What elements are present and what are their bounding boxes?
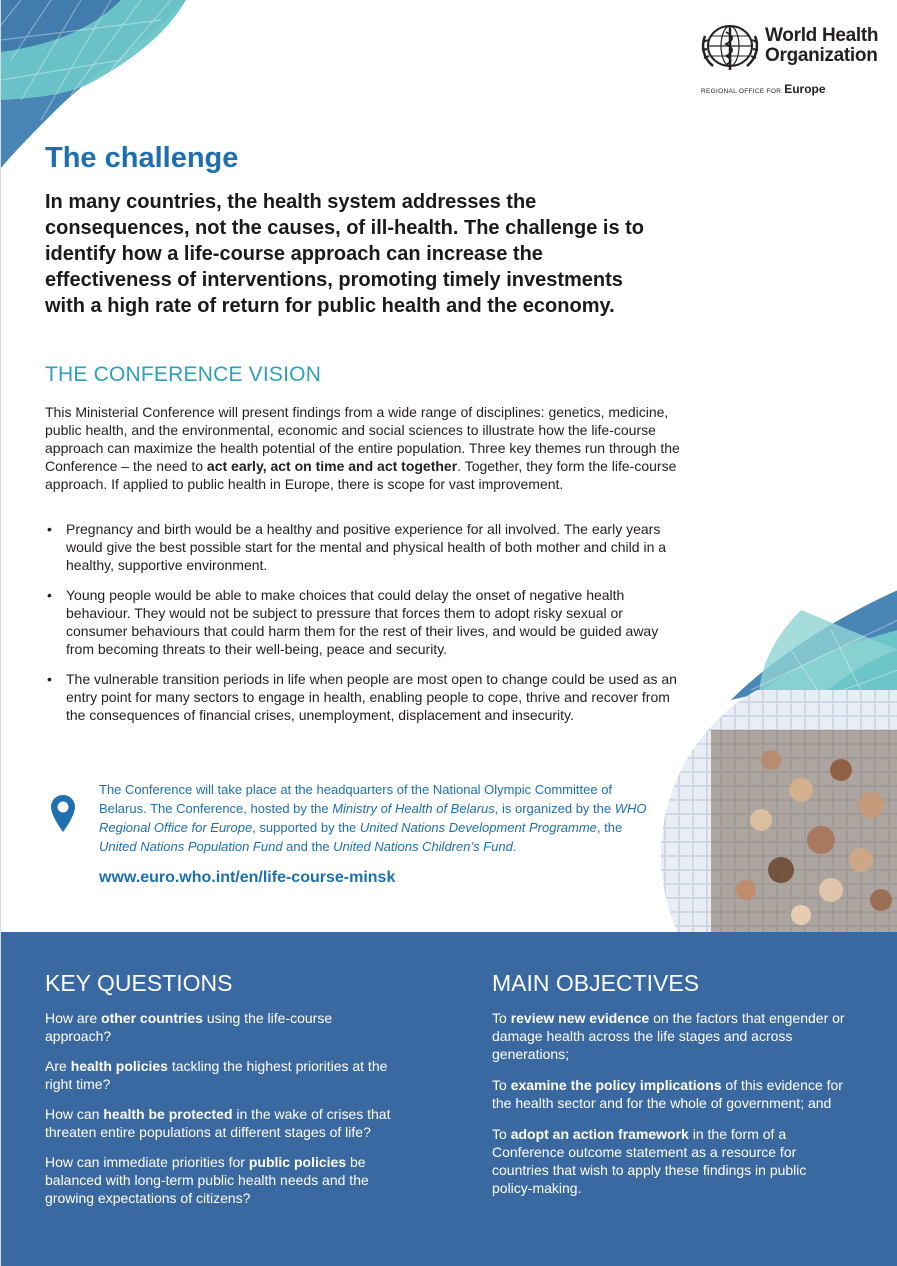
logo-regional-big: Europe <box>784 82 826 96</box>
vision-intro-bold: act early, act on time and act together <box>206 458 458 474</box>
location-text-part: , is organized by the <box>494 801 615 816</box>
bullet-marker: • <box>47 587 52 603</box>
key-question-item <box>45 1105 395 1141</box>
item-text: tackling the highest priorities at the right time? <box>45 1058 388 1092</box>
location-text-part: , the <box>596 820 623 835</box>
item-text: in the wake of crises that threaten entire populations at different stages of life? <box>45 1106 391 1140</box>
bullet-marker: • <box>47 521 52 537</box>
item-bold: adopt an action framework <box>510 1126 689 1142</box>
location-pin-icon <box>50 794 76 834</box>
objective-item <box>492 1009 847 1063</box>
challenge-title: The challenge <box>45 142 239 174</box>
challenge-text: In many countries, the health system addresses the consequences, not the causes, of ill-health. The challenge is to identify how a life-course approach can increase the effectiveness of interventions, promoting timely investments with a high rate of return for public health and the economy. <box>45 191 645 317</box>
logo-org-name <box>765 26 878 66</box>
item-text: in the form of a Conference outcome statement as a resource for countries that wish to apply these findings in public policy-making. <box>492 1126 807 1196</box>
location-text-italic: Ministry of Health of Belarus <box>332 801 495 816</box>
item-text: To <box>492 1126 511 1142</box>
logo-name-line2: Organization <box>765 45 878 66</box>
vision-bullet-text: The vulnerable transition periods in life when people are most open to change could be used as an entry point for many sectors to engage in health, enabling people to cope, thrive and recover from the consequences of financial crises, unemployment, displacement and insecurity. <box>66 671 677 723</box>
conference-url-link[interactable]: www.euro.who.int/en/life-course-minsk <box>99 869 396 886</box>
key-questions-list <box>45 1009 395 1219</box>
item-text: How are <box>45 1010 102 1026</box>
location-text-italic: United Nations Development Programme <box>359 820 597 835</box>
location-text-italic: WHO Regional Office for Europe <box>99 801 647 835</box>
item-bold: public policies <box>248 1154 347 1170</box>
key-questions-title: KEY QUESTIONS <box>45 970 233 996</box>
item-bold: examine the policy implications <box>510 1077 722 1093</box>
vision-title: THE CONFERENCE VISION <box>45 363 322 386</box>
item-text: To <box>492 1077 511 1093</box>
main-objectives-title: MAIN OBJECTIVES <box>492 970 700 996</box>
location-text-italic: United Nations Children’s Fund <box>333 839 513 854</box>
item-bold: health be protected <box>103 1106 233 1122</box>
item-text: be balanced with long-term public health needs and the growing expectations of citizens? <box>45 1154 369 1206</box>
item-text: of this evidence for the health sector and for the whole of government; and <box>492 1077 843 1111</box>
item-text: To <box>492 1010 511 1026</box>
key-question-item <box>45 1057 395 1093</box>
who-logo <box>699 20 879 95</box>
objective-item <box>492 1125 847 1197</box>
item-text: Are <box>45 1058 71 1074</box>
vision-intro-part1: This Ministerial Conference will present findings from a wide range of disciplines: genetics, medicine, public health, and the environmental, economic and social sciences to illustrate how the life-course approach can maximize the health potential of the entire population. Three key themes run through the Conference – the need to <box>45 404 680 474</box>
decorative-globe <box>651 590 897 935</box>
vision-bullet-text: Pregnancy and birth would be a healthy and positive experience for all involved. The early years would give the best possible start for the mental and physical health of both mother and child in a healthy, supportive environment. <box>66 521 667 573</box>
key-question-item <box>45 1009 395 1045</box>
item-bold: review new evidence <box>510 1010 650 1026</box>
item-bold: health policies <box>70 1058 168 1074</box>
item-text: How can <box>45 1106 104 1122</box>
item-text: using the life-course approach? <box>45 1010 333 1044</box>
main-objectives-list <box>492 1009 847 1210</box>
vision-bullet-item <box>45 670 685 724</box>
item-text: on the factors that engender or damage health across the life stages and across generations; <box>492 1010 845 1062</box>
logo-regional-small: REGIONAL OFFICE FOR <box>701 88 782 95</box>
location-text-part: . <box>512 839 517 854</box>
vision-bullet-text: Young people would be able to make choices that could delay the onset of negative health behaviour. They would not be subject to pressure that forces them to adopt risky sexual or consumer behaviours that could harm them for the rest of their lives, and would be guided away from becoming threats to their well-being, peace and security. <box>66 587 659 657</box>
location-text-part: and the <box>282 839 334 854</box>
vision-bullet-item <box>45 520 685 574</box>
bottom-panel <box>1 932 897 1266</box>
objective-item <box>492 1076 847 1112</box>
location-text-part: The Conference will take place at the headquarters of the National Olympic Committee of Belarus. The Conference, hosted by the <box>99 782 613 816</box>
vision-intro-part2: . Together, they form the life-course approach. If applied to public health in Europe, there is scope for vast improvement. <box>45 458 677 492</box>
vision-intro <box>45 403 685 493</box>
who-emblem-icon <box>699 22 761 74</box>
location-text-italic: United Nations Population Fund <box>99 839 283 854</box>
key-question-item <box>45 1153 395 1207</box>
location-text-part: , supported by the <box>252 820 360 835</box>
item-text: How can immediate priorities for <box>45 1154 249 1170</box>
vision-bullet-list <box>45 520 685 724</box>
vision-bullet-item <box>45 586 685 658</box>
bullet-marker: • <box>47 671 52 687</box>
logo-regional-office <box>701 80 826 98</box>
location-text <box>99 780 659 856</box>
logo-name-line1: World Health <box>765 25 879 46</box>
item-bold: other countries <box>101 1010 203 1026</box>
